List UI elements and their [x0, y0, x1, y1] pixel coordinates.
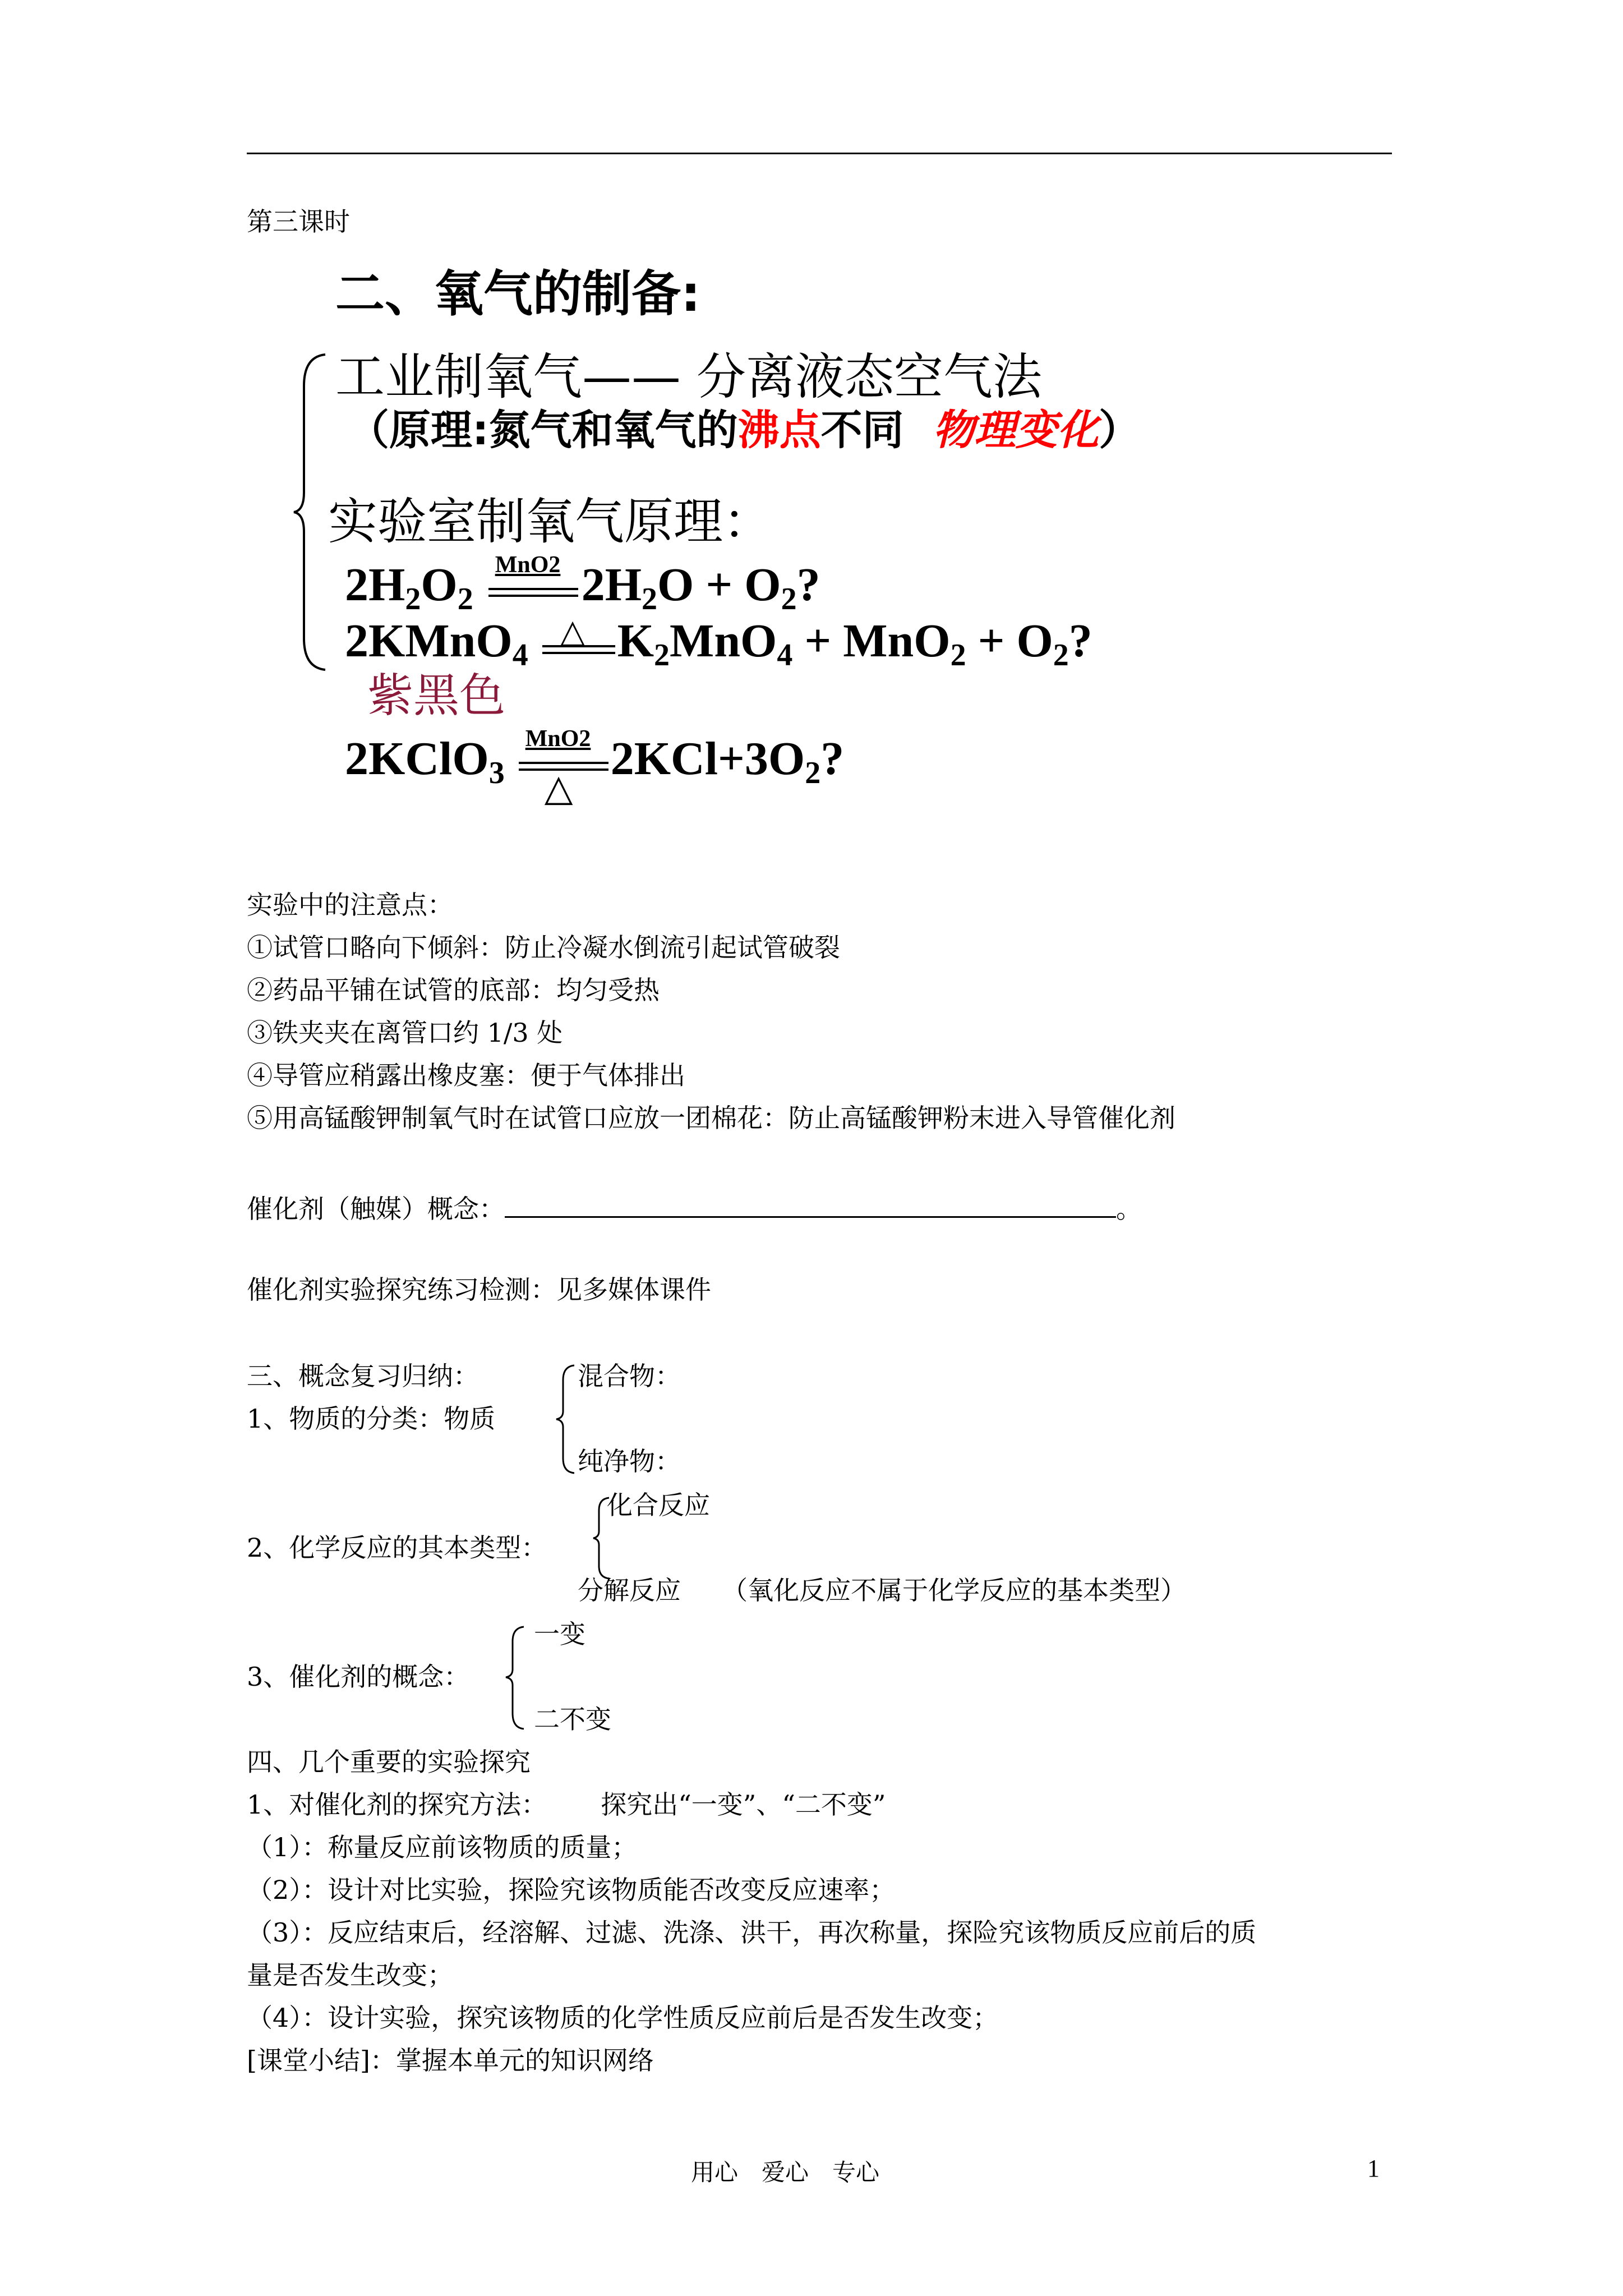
note-item: ⑤用高锰酸钾制氧气时在试管口应放一团棉花：防止高锰酸钾粉末进入导管催化剂	[247, 1103, 1175, 1133]
section3-title: 三、概念复习归纳：	[247, 1361, 479, 1391]
eq2-p4: + O	[966, 615, 1053, 667]
eq2-mark: ?	[1068, 615, 1092, 667]
catalyst-method	[247, 1789, 886, 1820]
eq3-lhs: 2KClO	[345, 733, 489, 785]
note-item: ③铁夹夹在离管口约 1/3 处	[247, 1018, 563, 1048]
eq1-sub: 2	[405, 582, 421, 616]
equation-kclo3	[345, 726, 845, 809]
decomposition-reaction: 分解反应	[578, 1575, 681, 1605]
eq3-condition	[519, 726, 608, 809]
page-number: 1	[1367, 2155, 1380, 2182]
catalyst-method-tail: 探究出“一变”、“二不变”	[601, 1789, 886, 1820]
note-item: ④导管应稍露出橡皮塞：便于气体排出	[247, 1060, 685, 1091]
catalyst-concept-label: 催化剂（触媒）概念：	[247, 1194, 505, 1224]
catalyst-concept-end: 。	[1116, 1194, 1142, 1224]
eq3-sub: 3	[488, 756, 505, 790]
section-title: 二、氧气的制备:	[335, 265, 701, 323]
equation-h2o2	[345, 552, 820, 616]
physical-change: 物理变化	[933, 406, 1099, 454]
equation-kmno4	[345, 612, 1092, 673]
eq1-sub: 2	[781, 582, 797, 616]
eq2-sub: 4	[777, 638, 793, 673]
method-step: （4）：设计实验，探究该物质的化学性质反应前后是否发生改变；	[247, 2003, 999, 2033]
lab-oxygen-title: 实验室制氧气原理：	[328, 493, 773, 550]
eq1-sub: 2	[642, 582, 658, 616]
section-brace	[292, 352, 331, 672]
decomposition-row	[578, 1577, 1186, 1603]
eq1-catalyst: MnO2	[495, 552, 561, 578]
eq2-sub: 2	[950, 638, 966, 673]
one-change: 一变	[534, 1619, 585, 1649]
reaction-brace	[592, 1496, 612, 1580]
class-summary: [课堂小结]：掌握本单元的知识网络	[247, 2045, 654, 2076]
eq1-mark: ?	[796, 559, 820, 611]
eq1-lhs: 2H	[345, 559, 405, 611]
eq2-p2: MnO	[670, 615, 777, 667]
principle-line	[348, 406, 1141, 454]
heat-icon: △	[560, 612, 585, 650]
eq2-p1: K	[617, 615, 654, 667]
catalyst-concept	[247, 1191, 1142, 1222]
note-item: ②药品平铺在试管的底部：均匀受热	[247, 975, 660, 1005]
industrial-oxygen: 工业制氧气—— 分离液态空气法	[335, 348, 1042, 406]
lesson-label: 第三课时	[247, 206, 350, 237]
classification-label: 1、物质的分类：物质	[247, 1404, 496, 1434]
eq3-sub: 2	[805, 756, 821, 790]
answer-blank[interactable]	[505, 1191, 1116, 1218]
eq1-rhs: 2H	[581, 559, 642, 611]
catalyst-method-label: 1、对催化剂的探究方法：	[247, 1789, 547, 1820]
combination-reaction: 化合反应	[607, 1490, 710, 1520]
section4-title: 四、几个重要的实验探究	[247, 1747, 531, 1777]
eq2-sub: 2	[1053, 638, 1069, 673]
eq3-mark: ?	[820, 733, 845, 785]
catalyst-brace	[505, 1625, 527, 1731]
catalyst-practice: 催化剂实验探究练习检测：见多媒体课件	[247, 1274, 711, 1305]
eq3-catalyst: MnO2	[525, 726, 591, 752]
eq2-sub: 2	[654, 638, 670, 673]
pure-substance: 纯净物：	[578, 1446, 681, 1476]
eq2-lhs: 2KMnO	[345, 615, 513, 667]
method-step: （2）：设计对比实验，探险究该物质能否改变反应速率；	[247, 1875, 896, 1905]
mixture: 混合物：	[578, 1361, 681, 1391]
oxidation-note: （氧化反应不属于化学反应的基本类型）	[722, 1575, 1187, 1605]
header-rule	[247, 153, 1392, 154]
eq1-rhs-tail: O + O	[657, 559, 781, 611]
eq1-o: O	[421, 559, 458, 611]
eq1-sub: 2	[457, 582, 473, 616]
notes-title: 实验中的注意点：	[247, 890, 453, 920]
eq2-sub: 4	[512, 638, 528, 673]
classification-brace	[555, 1363, 578, 1475]
two-unchanged: 二不变	[534, 1704, 611, 1734]
purple-black-note: 紫黑色	[367, 669, 506, 723]
note-item: ①试管口略向下倾斜：防止冷凝水倒流引起试管破裂	[247, 932, 840, 963]
catalyst-concept-label2: 3、催化剂的概念：	[247, 1662, 470, 1692]
eq2-p3: + MnO	[792, 615, 951, 667]
method-step: 量是否发生改变；	[247, 1960, 453, 1990]
principle-mid: 不同	[820, 406, 904, 454]
eq3-rhs: 2KCl+3O	[610, 733, 805, 785]
method-step: （3）：反应结束后，经溶解、过滤、洗涤、洪干，再次称量，探险究该物质反应前后的质	[247, 1917, 1257, 1948]
principle-open: （原理:氮气和氧气的	[348, 406, 738, 454]
principle-close: ）	[1099, 406, 1141, 454]
footer-motto: 用心 爱心 专心	[691, 2159, 880, 2186]
method-step: （1）：称量反应前该物质的质量；	[247, 1832, 638, 1862]
boiling-point: 沸点	[737, 406, 821, 454]
heat-icon: △	[544, 766, 573, 809]
eq2-condition	[542, 612, 615, 656]
eq1-condition	[488, 552, 578, 600]
reaction-types-label: 2、化学反应的其本类型：	[247, 1533, 547, 1563]
